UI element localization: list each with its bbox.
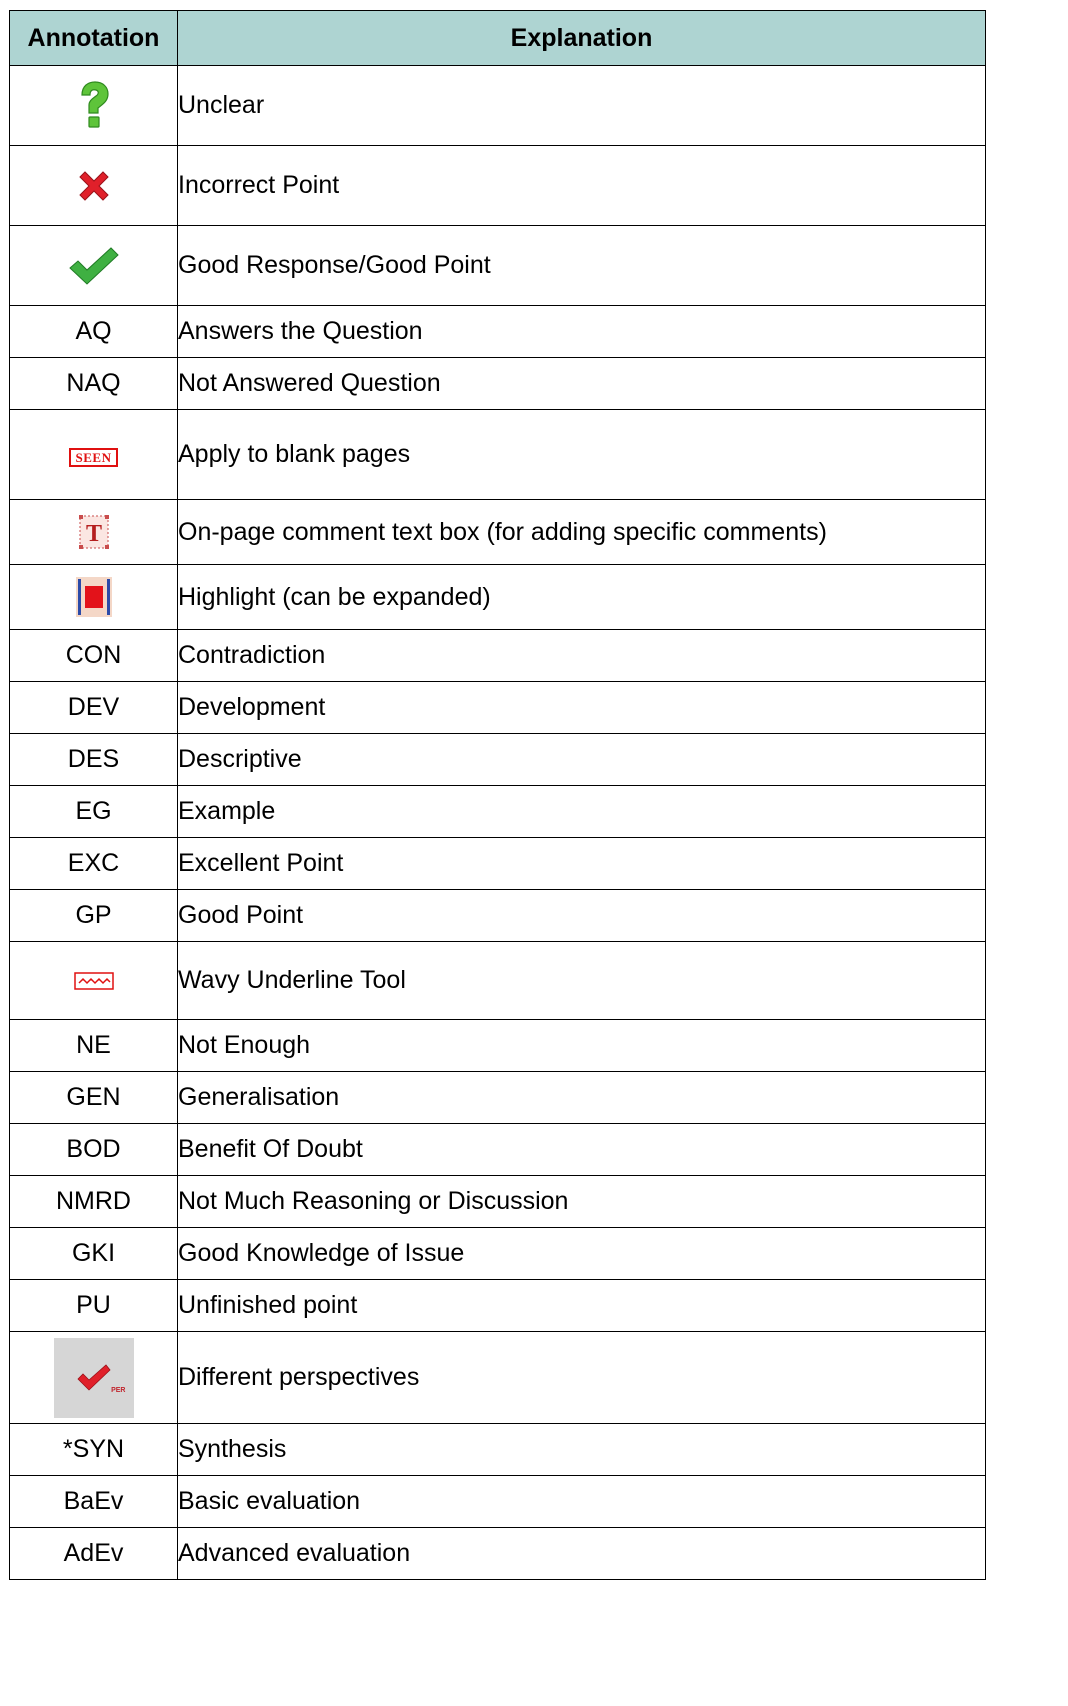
- header-annotation: Annotation: [10, 11, 178, 66]
- table-row: [10, 500, 986, 565]
- explanation-cell: Not Much Reasoning or Discussion: [178, 1176, 986, 1228]
- explanation-cell: Highlight (can be expanded): [178, 565, 986, 630]
- highlight-icon: [76, 577, 112, 617]
- explanation-cell: Excellent Point: [178, 838, 986, 890]
- annotation-code: PU: [10, 1280, 178, 1332]
- explanation-cell: Good Point: [178, 890, 986, 942]
- explanation-cell: Apply to blank pages: [178, 410, 986, 500]
- annotation-code: CON: [10, 630, 178, 682]
- explanation-cell: Good Response/Good Point: [178, 226, 986, 306]
- explanation-cell: Wavy Underline Tool: [178, 942, 986, 1020]
- annotation-code: NMRD: [10, 1176, 178, 1228]
- annotation-cell: [10, 226, 178, 306]
- annotation-code: EG: [10, 786, 178, 838]
- table-row: [10, 1176, 986, 1228]
- explanation-cell: Development: [178, 682, 986, 734]
- table-row: [10, 734, 986, 786]
- table-row: [10, 890, 986, 942]
- annotation-code: GEN: [10, 1072, 178, 1124]
- table-row: [10, 786, 986, 838]
- annotation-code: BaEv: [10, 1476, 178, 1528]
- table-row: [10, 1020, 986, 1072]
- cross-icon: [76, 168, 112, 204]
- explanation-cell: Contradiction: [178, 630, 986, 682]
- table-row: [10, 306, 986, 358]
- annotation-code: *SYN: [10, 1424, 178, 1476]
- annotation-cell: [10, 410, 178, 500]
- perspective-tick-icon: [54, 1338, 134, 1418]
- explanation-cell: Basic evaluation: [178, 1476, 986, 1528]
- table-row: [10, 838, 986, 890]
- annotation-table: [9, 10, 986, 1580]
- annotation-cell: [10, 146, 178, 226]
- table-row: [10, 1424, 986, 1476]
- table-row: [10, 1124, 986, 1176]
- table-row: [10, 630, 986, 682]
- explanation-cell: Not Answered Question: [178, 358, 986, 410]
- question-mark-icon: [78, 81, 110, 131]
- header-row: [10, 11, 986, 66]
- annotation-code: NAQ: [10, 358, 178, 410]
- tick-icon: [68, 246, 120, 286]
- per-label: PER: [111, 1386, 126, 1394]
- annotation-cell: [10, 500, 178, 565]
- table-row: [10, 1528, 986, 1580]
- table-row: [10, 1072, 986, 1124]
- annotation-code: EXC: [10, 838, 178, 890]
- annotation-code: GP: [10, 890, 178, 942]
- table-row: [10, 1332, 986, 1424]
- annotation-cell: [10, 565, 178, 630]
- annotation-cell: [10, 66, 178, 146]
- table-row: [10, 1476, 986, 1528]
- annotation-code: AdEv: [10, 1528, 178, 1580]
- text-box-letter: T: [85, 521, 102, 547]
- annotation-code: DEV: [10, 682, 178, 734]
- explanation-cell: Synthesis: [178, 1424, 986, 1476]
- seen-stamp-icon: SEEN: [69, 448, 119, 467]
- wavy-underline-icon: [74, 972, 114, 990]
- explanation-cell: Descriptive: [178, 734, 986, 786]
- explanation-cell: Benefit Of Doubt: [178, 1124, 986, 1176]
- table-row: [10, 358, 986, 410]
- table-row: [10, 146, 986, 226]
- explanation-cell: Unfinished point: [178, 1280, 986, 1332]
- explanation-cell: Incorrect Point: [178, 146, 986, 226]
- table-row: [10, 682, 986, 734]
- annotation-cell: [10, 942, 178, 1020]
- explanation-cell: Good Knowledge of Issue: [178, 1228, 986, 1280]
- explanation-cell: Not Enough: [178, 1020, 986, 1072]
- table-row: [10, 565, 986, 630]
- annotation-cell: [10, 1332, 178, 1424]
- table-row: [10, 226, 986, 306]
- explanation-cell: On-page comment text box (for adding specific comments): [178, 500, 986, 565]
- explanation-cell: Example: [178, 786, 986, 838]
- header-explanation: Explanation: [178, 11, 986, 66]
- table-row: [10, 1280, 986, 1332]
- table-row: [10, 1228, 986, 1280]
- explanation-cell: Generalisation: [178, 1072, 986, 1124]
- explanation-cell: Advanced evaluation: [178, 1528, 986, 1580]
- annotation-code: GKI: [10, 1228, 178, 1280]
- explanation-cell: Different perspectives: [178, 1332, 986, 1424]
- table-row: [10, 942, 986, 1020]
- annotation-code: BOD: [10, 1124, 178, 1176]
- table-row: [10, 66, 986, 146]
- text-box-icon: [79, 515, 109, 549]
- annotation-code: AQ: [10, 306, 178, 358]
- table-row: [10, 410, 986, 500]
- explanation-cell: Unclear: [178, 66, 986, 146]
- annotation-code: NE: [10, 1020, 178, 1072]
- explanation-cell: Answers the Question: [178, 306, 986, 358]
- annotation-code: DES: [10, 734, 178, 786]
